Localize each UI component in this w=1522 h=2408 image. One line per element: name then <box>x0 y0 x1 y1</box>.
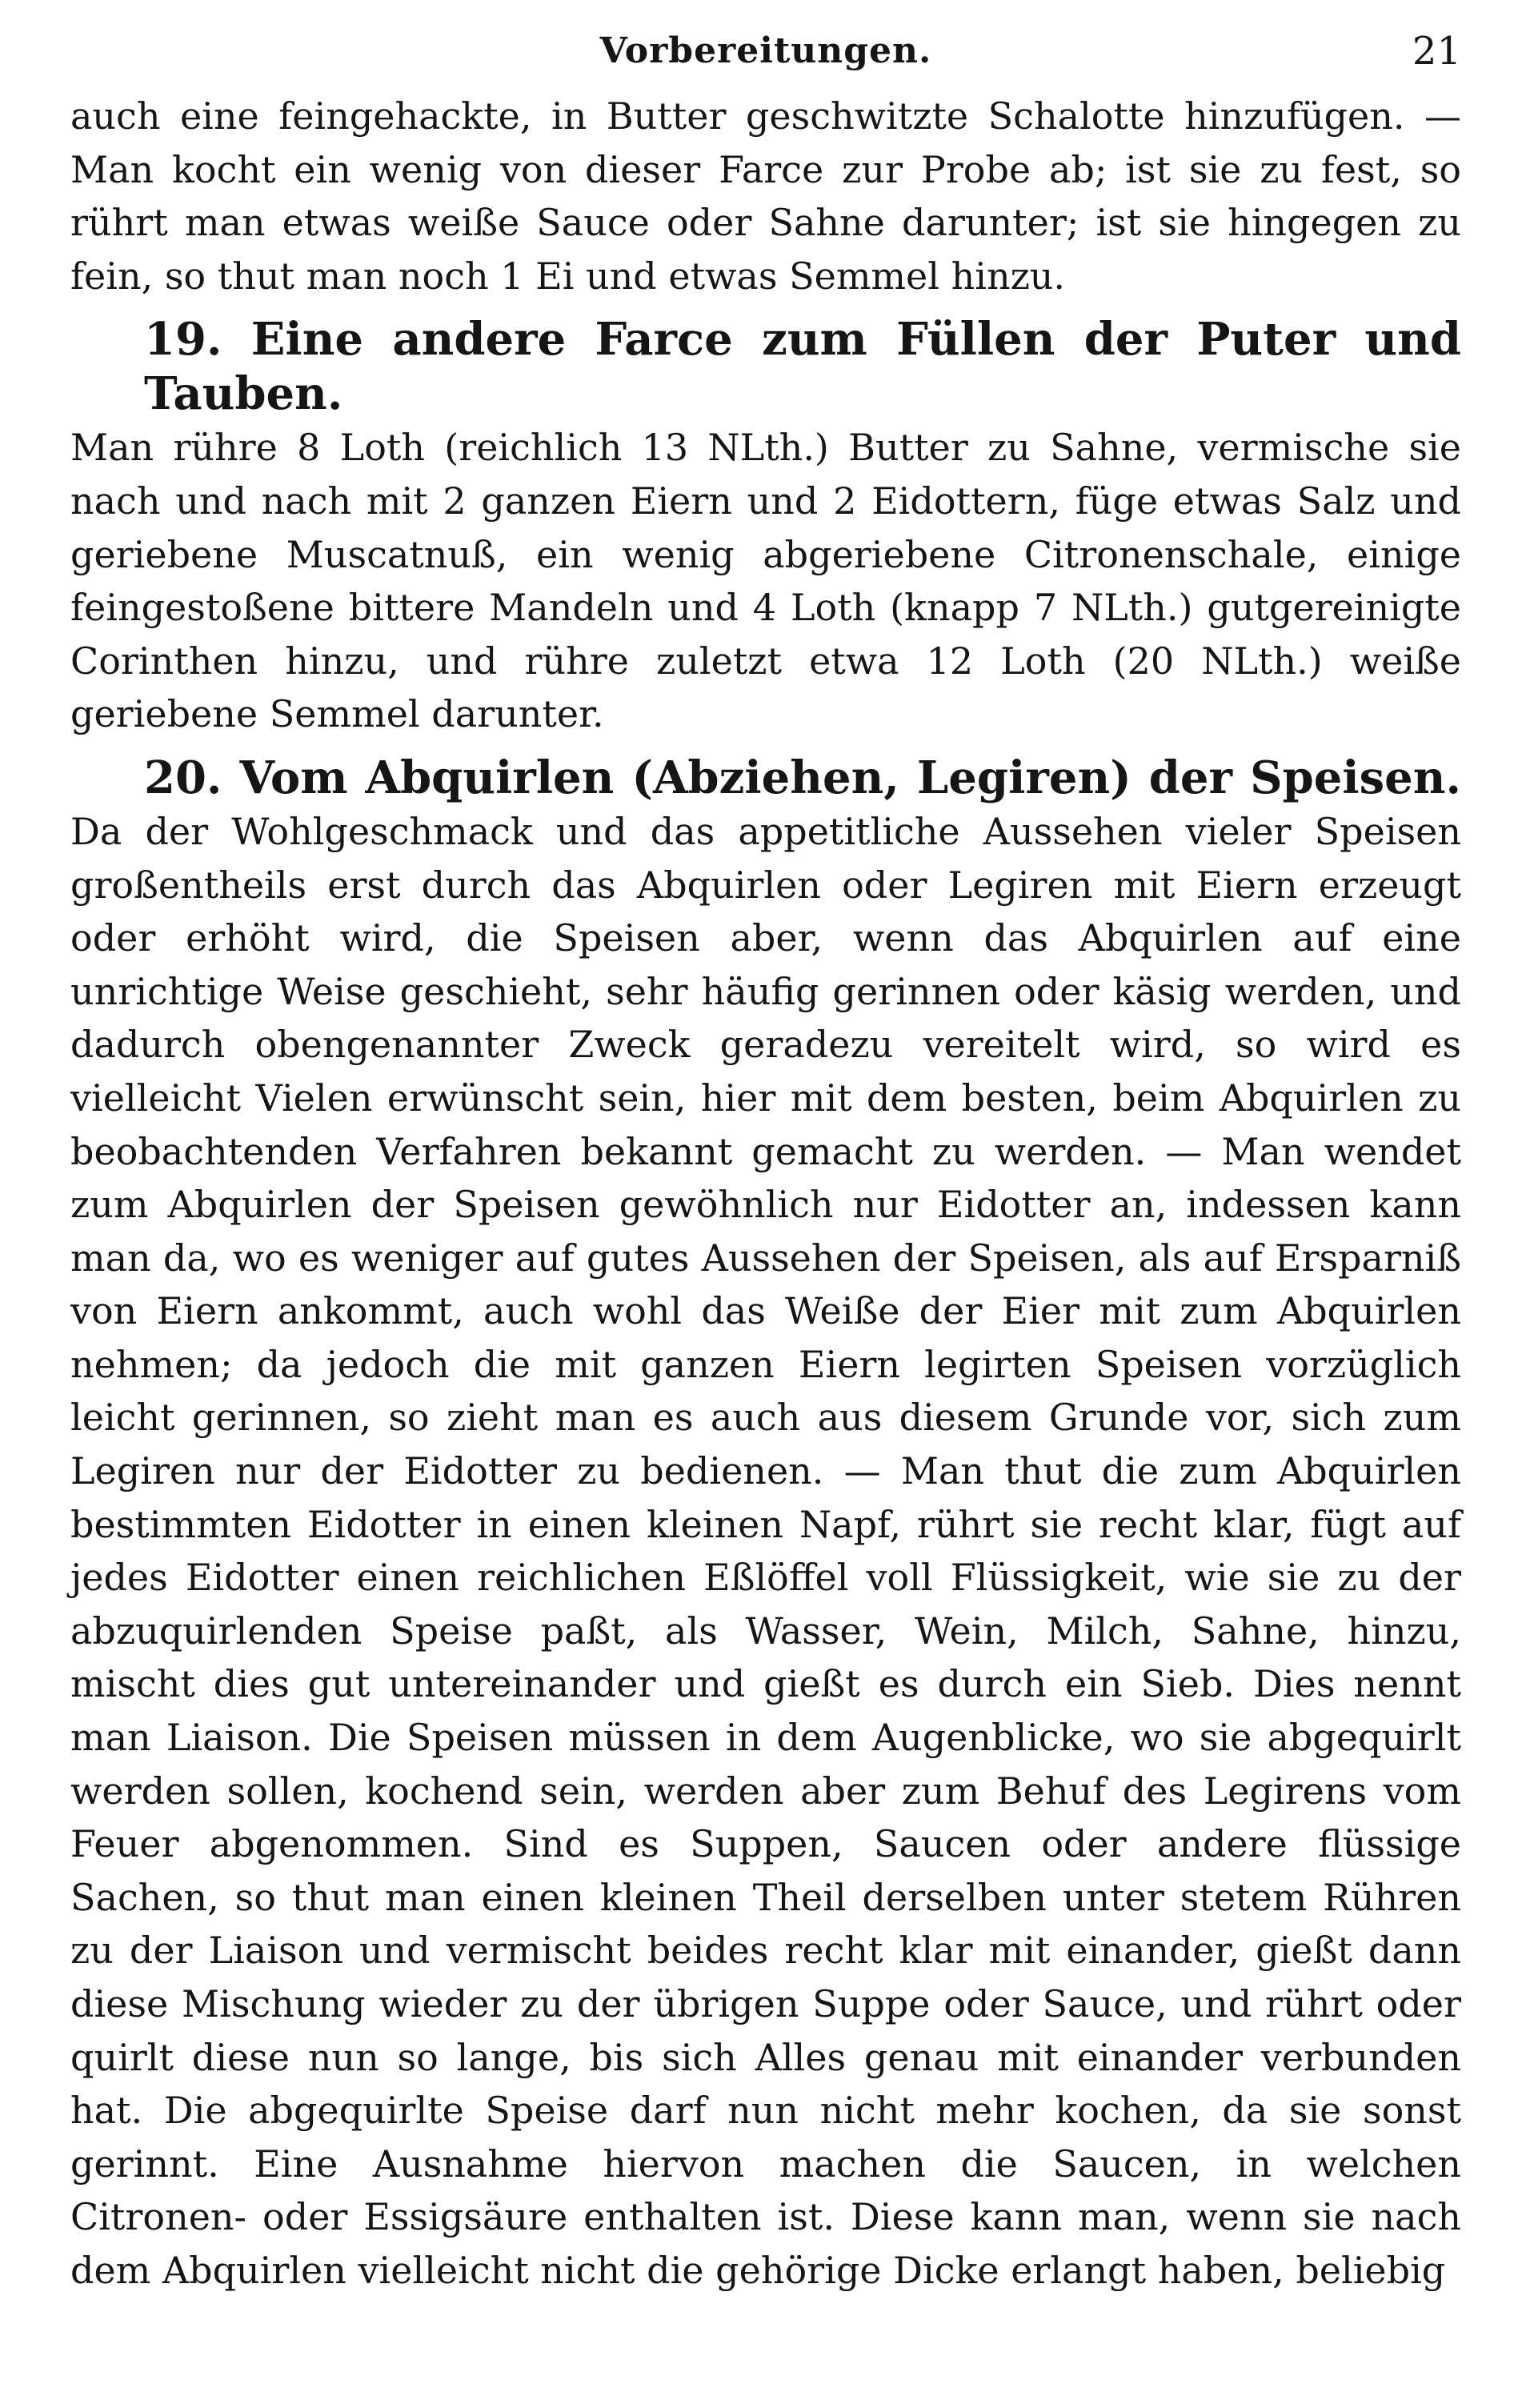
section-19 <box>70 312 1461 741</box>
section-heading <box>70 751 1461 805</box>
page-number: 21 <box>1412 29 1461 74</box>
section-title: Vom Abquirlen (Abziehen, Legiren) der Speisen. <box>239 751 1462 804</box>
section-20 <box>70 751 1461 2298</box>
intro-paragraph: auch eine feingehackte, in Butter geschwitzte Schalotte hinzufügen. — Man kocht ein wenig von dieser Farce zur Probe ab; ist sie zu fest, so rührt man etwas weiße Sauce oder Sahne darunter; ist sie hingegen zu fein, so thut man noch 1 Ei und etwas Semmel hinzu. <box>70 94 1461 298</box>
section-paragraph: Da der Wohlgeschmack und das appetitliche Aussehen vieler Speisen großentheils erst durch das Abquirlen oder Legiren mit Eiern erzeugt oder erhöht wird, die Speisen aber, wenn das Abquirlen auf eine unrichtige Weise geschieht, sehr häufig gerinnen oder käsig werden, und dadurch obengenannter Zweck geradezu vereitelt wird, so wird es vielleicht Vielen erwünscht sein, hier mit dem besten, beim Abquirlen zu beobachtenden Verfahren bekannt gemacht zu werden. — Man wendet zum Abquirlen der Speisen gewöhnlich nur Eidotter an, indessen kann man da, wo es weniger auf gutes Aussehen der Speisen, als auf Ersparniß von Eiern ankommt, auch wohl das Weiße der Eier mit zum Abquirlen nehmen; da jedoch die mit ganzen Eiern legirten Speisen vorzüglich leicht gerinnen, so zieht man es auch aus diesem Grunde vor, sich zum Legiren nur der Eidotter zu bedienen. — Man thut die zum Abquirlen bestimmten Eidotter in einen kleinen Napf, rührt sie recht klar, fügt auf jedes Eidotter einen reichlichen Eßlöffel voll Flüssigkeit, wie sie zu der abzuquirlenden Speise paßt, als Wasser, Wein, Milch, Sahne, hinzu, mischt dies gut untereinander und gießt es durch ein Sieb. Dies nennt man Liaison. Die Speisen müssen in dem Augenblicke, wo sie abgequirlt werden sollen, kochend sein, werden aber zum Behuf des Legirens vom Feuer abgenommen. Sind es Suppen, Saucen oder andere flüssige Sachen, so thut man einen kleinen Theil derselben unter stetem Rühren zu der Liaison und vermischt beides recht klar mit einander, gießt dann diese Mischung wieder zu der übrigen Suppe oder Sauce, und rührt oder quirlt diese nun so lange, bis sich Alles genau mit einander verbunden hat. Die abgequirlte Speise darf nun nicht mehr kochen, da sie sonst gerinnt. Eine Ausnahme hiervon machen die Saucen, in welchen Citronen- oder Essigsäure enthalten ist. Diese kann man, wenn sie nach dem Abquirlen vielleicht nicht die gehörige Dicke erlangt haben, beliebig <box>70 809 1461 2292</box>
section-number: 20. <box>144 751 222 804</box>
book-page <box>70 19 1461 2298</box>
section-paragraph: Man rühre 8 Loth (reichlich 13 NLth.) Butter zu Sahne, vermische sie nach und nach mit 2 ganzen Eiern und 2 Eidottern, füge etwas Salz und geriebene Muscatnuß, ein wenig abgeriebene Citronenschale, einige feingestoßene bittere Mandeln und 4 Loth (knapp 7 NLth.) gutgereinigte Corinthen hinzu, und rühre zuletzt etwa 12 Loth (20 NLth.) weiße geriebene Semmel darunter. <box>70 426 1461 736</box>
running-title: Vorbereitungen. <box>599 30 932 71</box>
section-title: Eine andere Farce zum Füllen der Puter und Tauben. <box>144 313 1462 421</box>
section-heading <box>70 312 1461 421</box>
section-number: 19. <box>144 313 222 367</box>
running-header <box>70 19 1461 90</box>
